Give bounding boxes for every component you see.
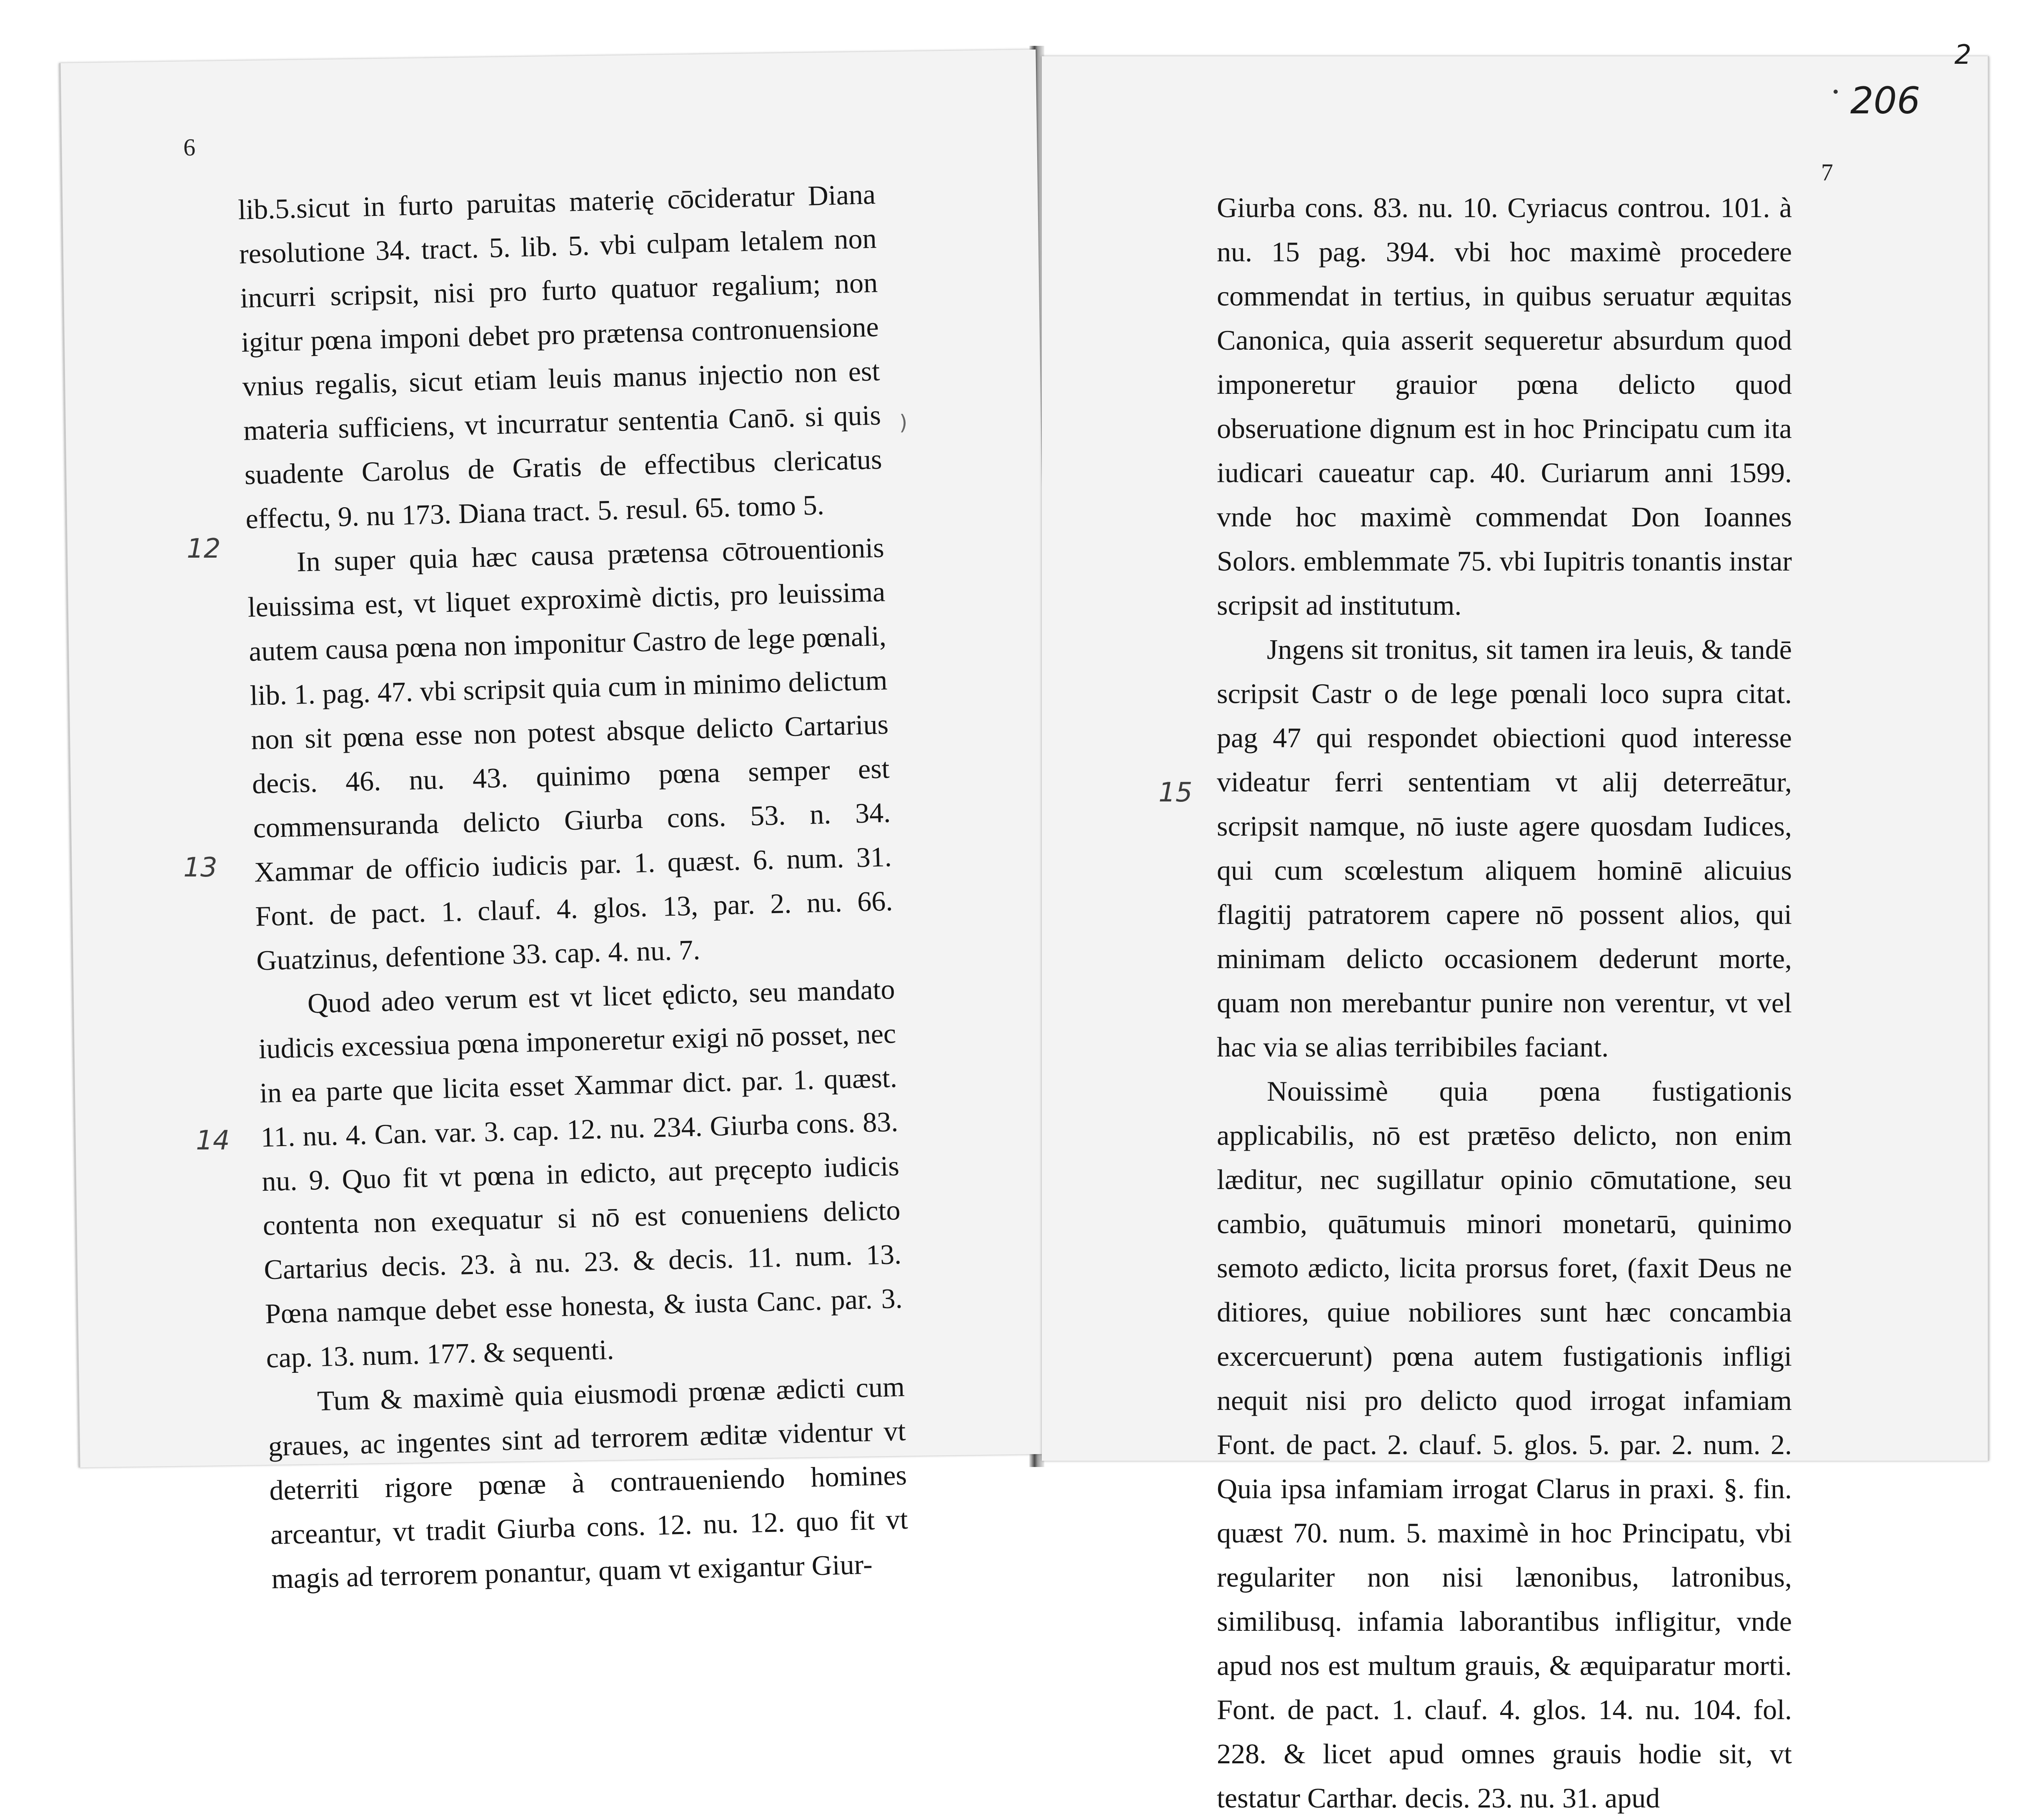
right-paragraph: Jngens sit tronitus, sit tamen ira leuis, & tandē scripsit Castr o de lege pœnali loco supra citat. pag 47 qui respondet obiectioni quod interesse videatur ferri sententiam vt alij deterreātur, scripsit namque, nō iuste agere quosdam Iudices, qui cum scœlestum aliquem hominē alicuius flagitij patratorem capere nō possent alios, qui minimam delicto occasionem dederunt morte, quam non merebantur punire non verentur, vt vel hac via se alias terribibiles faciant. xyxy=(1217,633,1792,1063)
right-page-number: 7 xyxy=(1821,159,1833,186)
right-paragraph: Nouissimè quia pœna fustigationis applicabilis, nō est prætēso delicto, non enim læditur, nec sugillatur opinio cōmutatione, seu cambio, quātumuis minori monetarū, quinimo semoto ædicto, licita prorsus foret, (faxit Deus ne ditiores, quiue nobiliores sunt hæc concambia excercuerunt) pœna autem fustigationis infligi nequit nisi pro delicto quod irrogat infamiam Font. de pact. 2. clauf. 5. glos. 5. par. 2. num. 2. Quia ipsa infamiam irrogat Clarus in praxi. §. fin. quæst 70. num. 5. maximè in hoc Principatu, vbi regulariter non nisi lænonibus, latronibus, similibusq. infamia laborantibus infligitur, vnde apud nos est multum grauis, & æquiparatur morti. Font. de pact. 1. clauf. 4. glos. 14. nu. 104. fol. 228. & licet apud omnes grauis hodie sit, vt testatur Carthar. decis. 23. nu. 31. apud xyxy=(1217,1075,1792,1814)
margin-note-14: 14 xyxy=(196,1125,230,1156)
margin-tick-mark: ) xyxy=(899,411,908,435)
left-paragraph: Quod adeo verum est vt licet ędicto, seu mandato iudicis excessiua pœna imponeretur exigi nō posset, nec in ea parte que licita esset Xammar dict. par. 1. quæst. 11. nu. 4. Can. var. 3. cap. 12. nu. 234. Giurba cons. 83. nu. 9. Quo fit vt pœna in edicto, aut pręcepto iudicis contenta non exequatur si nō est conueniens delicto Cartarius decis. 23. à nu. 23. & decis. 11. num. 13. Pœna namque debet esse honesta, & iusta Canc. par. 3. cap. 13. num. 177. & sequenti. xyxy=(258,973,903,1374)
left-page-text xyxy=(238,172,909,1601)
ink-dot xyxy=(1834,90,1838,94)
left-paragraph: lib.5.sicut in furto paruitas materię cōcideratur Diana resolutione 34. tract. 5. lib. 5. vbi culpam letalem non incurri scripsit, nisi pro furto quatuor regalium; non igitur pœna imponi debet pro prætensa contronuensione vnius regalis, sicut etiam leuis manus injectio non est materia sufficiens, vt incurratur sententia Canō. si quis suadente Carolus de Gratis de effectibus clericatus effectu, 9. nu 173. Diana tract. 5. resul. 65. tomo 5. xyxy=(238,178,883,535)
margin-note-13: 13 xyxy=(183,852,218,883)
right-page-text xyxy=(1217,185,1792,1820)
left-page-number: 6 xyxy=(183,134,195,161)
margin-note-15: 15 xyxy=(1158,777,1193,808)
left-paragraph: Tum & maximè quia eiusmodi prœnæ ædicti cum graues, ac ingentes sint ad terrorem æditæ videntur vt deterriti rigore pœnæ à contraueniendo homines arceantur, vt tradit Giurba cons. 12. nu. 12. quo fit vt magis ad terrorem ponantur, quam vt exigantur Giur- xyxy=(268,1370,908,1595)
left-paragraph: In super quia hæc causa prætensa cōtrouentionis leuissima est, vt liquet exproximè dictis, pro leuissima autem causa pœna non imponitur Castro de lege pœnali, lib. 1. pag. 47. vbi scripsit quia cum in minimo delictum non sit pœna esse non potest absque delicto Cartarius decis. 46. nu. 43. quinimo pœna semper est commensuranda delicto Giurba cons. 53. n. 34. Xammar de officio iudicis par. 1. quæst. 6. num. 31. Font. de pact. 1. clauf. 4. glos. 13, par. 2. nu. 66. Guatzinus, defentione 33. cap. 4. nu. 7. xyxy=(247,531,893,976)
handwritten-corner-number: 2 xyxy=(1954,40,1971,70)
handwritten-folio-number: 206 xyxy=(1850,79,1920,122)
margin-note-12: 12 xyxy=(187,533,221,564)
right-paragraph: Giurba cons. 83. nu. 10. Cyriacus controu. 101. à nu. 15 pag. 394. vbi hoc maximè procedere commendat in tertius, in quibus seruatur æquitas Canonica, quia asserit sequeretur absurdum quod imponeretur grauior pœna delicto quod obseruatione dignum est in hoc Principatu cum ita iudicari caueatur cap. 40. Curiarum anni 1599. vnde hoc maximè commendat Don Ioannes Solors. emblemmate 75. vbi Iupitris tonantis instar scripsit ad institutum. xyxy=(1217,192,1792,621)
